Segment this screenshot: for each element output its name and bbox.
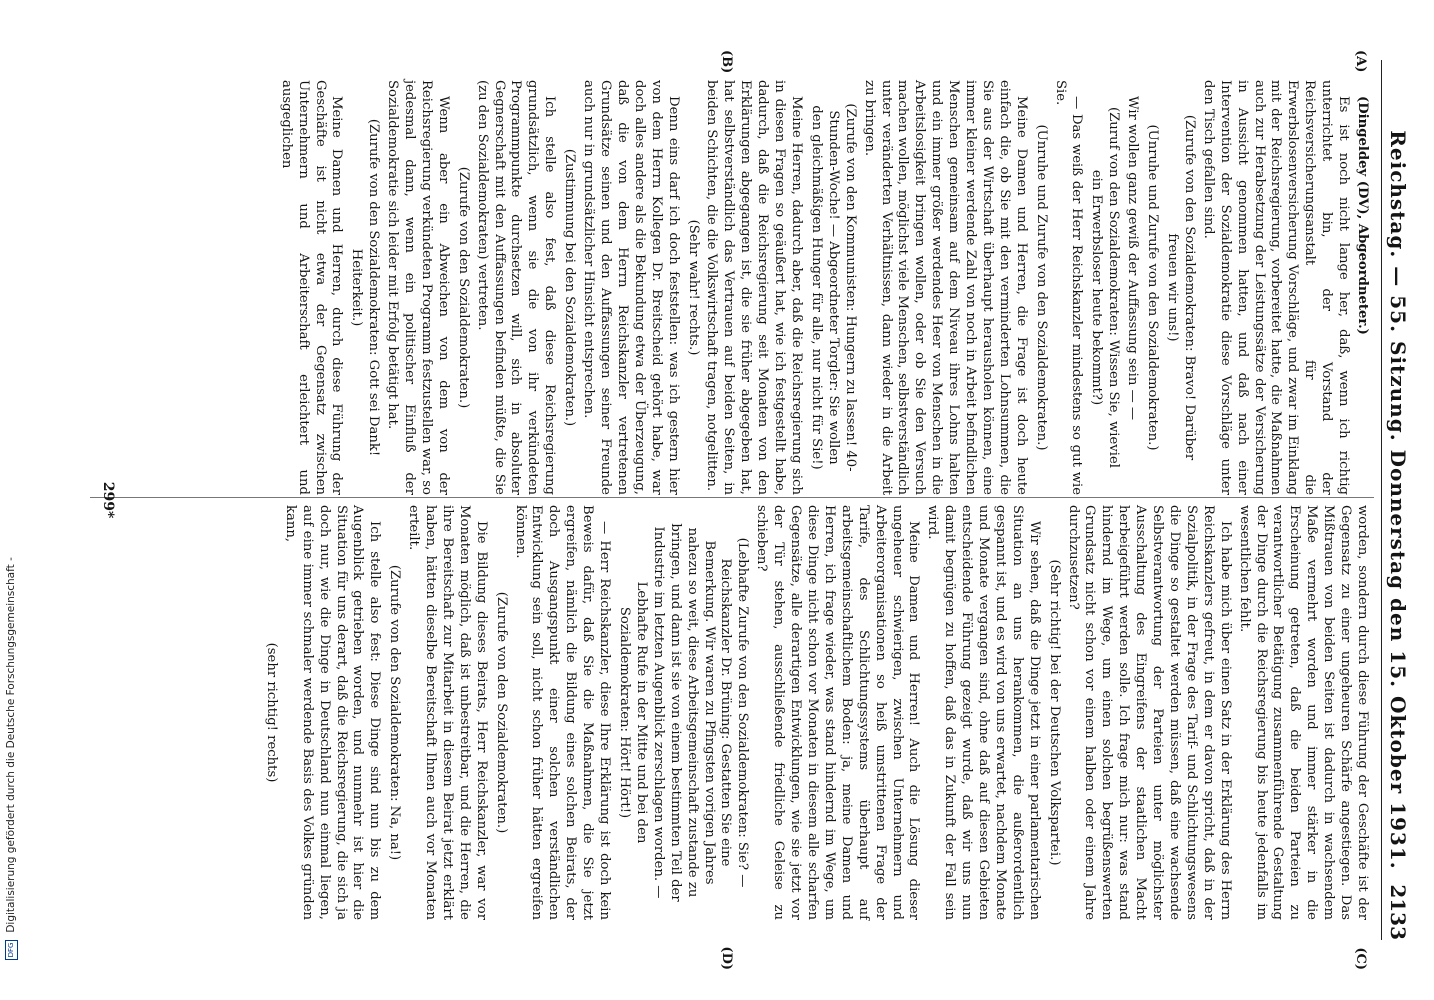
paragraph: worden, sondern durch diese Führung der Geschäfte ist der Gegensatz zu einer ungeheuren Schärfe angestiegen. Das Mißtrauen von beiden Seiten ist dadurch in wachsendem Maße vermehrt worden und immer stärker in die Erscheinung getreten, daß die beiden Parteien zu verantwortlicher Betätigung zusammenführende Gestaltung der Dinge durch die Reichsregierung bis heute jedenfalls im wesentlichen fehlt.	[1236, 505, 1370, 920]
margin-mark-a: (A)	[1353, 50, 1368, 73]
interjection: (sehr richtig! rechts)	[263, 642, 279, 783]
page-header	[1384, 60, 1416, 940]
interjection: (Zuruf von den Sozialdemokraten: Wissen Sie, wieviel ein Erwerbsloser heute bekommt?)	[1089, 107, 1122, 468]
interjection: (Lebhafte Zurufe von den Sozialdemokraten: Sie? — Reichskanzler Dr. Brüning: Gestatten Sie eine Bemerkung. Wir waren zu Pfingsten vorigen Jahres nahezu so weit, diese Arbeitsgemeinschaft zustande zu bringen, und dann ist sie von einem bestimmten Teil der Industrie im letzten Augenblick zerschlagen worden. — Lebhafte Rufe in der Mitte und bei den Sozialdemokraten: Hört! Hört!)	[617, 523, 751, 902]
paragraph: Wir sehen, daß die Dinge jetzt in einer parlamentarischen Situation an uns herankommen, die außerordentlich gespannt ist, und es wird von uns erwartet, nachdem Monate und Monate vergangen sind, ohne daß auf diesen Gebieten entscheidende Führung gezeigt wurde, daß wir uns nun damit begnügen zu hoffen, daß das in Zukunft der Fall sein wird.	[925, 505, 1042, 920]
interjection: (Unruhe und Zurufe von den Sozialdemokraten.)	[1145, 124, 1161, 451]
paragraph: Meine Damen und Herren, durch diese Führung der Geschäfte ist nicht etwa der Gegensatz zwischen Unternehmern und Arbeiterschaft erleichtert und ausgeglichen	[278, 80, 345, 495]
paragraph: Denn eins darf ich doch feststellen: was ich gestern hier von dem Herrn Kollegen Dr. Breitscheid gehört habe, war doch alles andere als die Bekundung etwa der Überzeugung, daß die von dem Herrn Reichskanzler vertretenen Grundsätze seinen und den Auffassungen seiner Freunde auch nur in grundsätzlicher Hinsicht entsprechen.	[581, 80, 681, 495]
dfg-logo-icon: DFG	[5, 940, 18, 960]
footer-page-number: 299*	[100, 481, 116, 519]
interjection: (Zurufe von den Sozialdemokraten.)	[493, 591, 509, 834]
digitization-strip	[0, 0, 22, 1000]
interjection: (Zurufe von den Sozialdemokraten: Bravo! Darüber freuen wir uns!)	[1165, 114, 1197, 461]
paragraph: Ich stelle also fest, daß diese Reichsregierung grundsätzlich, wenn sie die von ihr verkündeten Programmpunkte durchsetzen will, sich in absoluter Gegnerschaft mit den Auffassungen befinden müßte, die Sie (zu den Sozialdemokraten) vertreten.	[474, 80, 558, 495]
paragraph: — Das weiß der Herr Reichskanzler mindestens so gut wie Sie.	[1052, 80, 1085, 495]
right-column	[259, 505, 1370, 920]
column-divider	[90, 497, 1374, 498]
page-number: 2133	[1386, 884, 1410, 940]
paragraph: Meine Damen und Herren! Auch die Lösung dieser ungeheuer schwierigen, zwischen Unternehmern und Arbeiterorganisationen so heiß umstrittenen Frage der Tarife, des Schlichtungssystems überhaupt auf arbeitsgemeinschaftlichem Boden: ja, meine Damen und Herren, ich frage wieder, was stand hindernd im Wege, um diese Dinge nicht schon vor Monaten in diesem alle scharfen Gegensätze, alle derartigen Entwicklungen, wie sie jetzt vor der Tür stehen, ausschließende friedliche Geleise zu schieben?	[754, 505, 922, 920]
interjection: (Sehr richtig! bei der Deutschen Volkspartei.)	[1046, 559, 1062, 866]
interjection: (Sehr wahr! rechts.)	[685, 219, 701, 356]
left-column	[275, 80, 1370, 495]
paragraph: (Dingeldey (DV), Abgeordneter.)	[1355, 96, 1370, 335]
margin-mark-d: (D)	[719, 946, 734, 970]
digitization-credit: Digitalisierung gefördert durch die Deutsche Forschungsgemeinschaft -	[5, 557, 17, 933]
interjection: (Zustimmung bei den Sozialdemokraten.)	[562, 148, 578, 427]
interjection: (Zurufe von den Sozialdemokraten: Na, na!)	[387, 564, 403, 861]
interjection: (Zurufe von den Kommunisten: Hungern zu lassen! 40-Stunden-Woche! — Abgeordneter Torgler: Sie wollen den gleichmäßigen Hunger für alle, nur nicht für Sie!)	[808, 103, 858, 472]
interjection: (Zurufe von den Sozialdemokraten: Gott sei Dank! Heiterkeit.)	[349, 118, 382, 457]
paragraph: Wenn aber ein Abweichen von dem von der Reichsregierung verkündeten Programm festzustellen war, so jedesmal dann, wenn ein politischer Einfluß der Sozialdemokratie sich leider mit Erfolg betätigt hat.	[385, 80, 451, 495]
margin-mark-b: (B)	[719, 50, 734, 74]
paragraph: Meine Damen und Herren, die Frage ist doch heute einfach die, ob Sie mit den verminderten Lohnsummen, die Sie aus der Wirtschaft überhaupt herausholen können, eine immer kleiner werdende Zahl von noch in Arbeit befindlichen Menschen gemeinsam auf dem Niveau ihres Lohns halten und ein immer größer werdendes Heer von Menschen in die Arbeitslosigkeit bringen wollen, oder ob Sie den Versuch machen wollen, möglichst viele Menschen, selbstverständlich unter veränderten Verhältnissen, dann wieder in die Arbeit zu bringen.	[861, 80, 1029, 495]
paragraph: Wir wollen ganz gewiß der Auffassung sein — —	[1125, 96, 1141, 421]
interjection: (Zurufe von den Sozialdemokraten.)	[455, 166, 471, 409]
paragraph: Die Bildung dieses Beirats, Herr Reichskanzler, war vor Monaten möglich, daß ist unbestreitbar, und die Herren, die ihre Bereitschaft zur Mitarbeit in diesem Beirat jetzt erklärt haben, hätten dieselbe Bereitschaft Ihnen auch vor Monaten erteilt.	[406, 505, 489, 920]
paragraph: Ich habe mich über einen Satz in der Erklärung des Herrn Reichskanzlers gefreut, in dem er davon spricht, daß in der Sozialpolitik, in der Frage des Tarif- und Schlichtungswesens die Dinge so gestaltet werden müssen, daß eine wachsende Selbstverantwortung der Parteien unter möglichster Ausschaltung des Eingreifens der staatlichen Macht herbeigeführt werden solle. Ich frage mich nur: was stand hindernd im Wege, um einen solchen begrüßenswerten Grundsatz nicht schon vor einem halben oder einem Jahre durchzusetzen?	[1065, 505, 1233, 920]
paragraph: Es ist noch nicht lange her, daß, wenn ich richtig unterrichtet bin, der Vorstand der Reichsversicherungsanstalt für die Erwerbslosenversicherung Vorschläge, und zwar im Einklang mit der Reichsregierung, vorbereitet hatte, die Maßnahmen auch zur Herabsetzung der Leistungssätze der Versicherung in Aussicht genommen hatten, und daß nach einer Intervention der Sozialdemokratie diese Vorschläge unter den Tisch gefallen sind.	[1200, 80, 1352, 495]
interjection: (Unruhe und Zurufe von den Sozialdemokraten.)	[1033, 124, 1049, 451]
margin-mark-c: (C)	[1353, 947, 1368, 970]
paragraph: Ich stelle also fest: Diese Dinge sind nun bis zu dem Augenblick getrieben worden, und nunmehr ist hier die Situation für uns derart, daß die Reichsregierung, die sich ja doch nur, wie die Dinge in Deutschland nun einmal liegen, auf eine immer schmaler werdende Basis des Volkes gründen kann,	[282, 505, 383, 920]
paragraph: Meine Herren, dadurch aber, daß die Reichsregierung sich in diesen Fragen so geäußert hat, wie ich festgestellt habe, dadurch, daß die Reichsregierung seit Monaten von den Erklärungen abgegangen ist, die sie früher abgegeben hat, hat selbstverständlich das Vertrauen auf beiden Seiten, in beiden Schichten, die die Volkswirtschaft tragen, notgelitten.	[704, 80, 804, 495]
header-rule	[1381, 60, 1382, 940]
paragraph: — Herr Reichskanzler, diese Ihre Erklärung ist doch kein Beweis dafür, daß Sie die Maßnahmen, die Sie jetzt ergreifen, nämlich die Bildung eines solchen Beirats, der doch Ausgangspunkt einer solchen verständlichen Entwicklung sein soll, nicht schon früher hätten ergreifen können.	[512, 505, 613, 920]
page-title: Reichstag. — 55. Sitzung. Donnerstag den 15. Oktober 1931.	[1386, 130, 1410, 870]
